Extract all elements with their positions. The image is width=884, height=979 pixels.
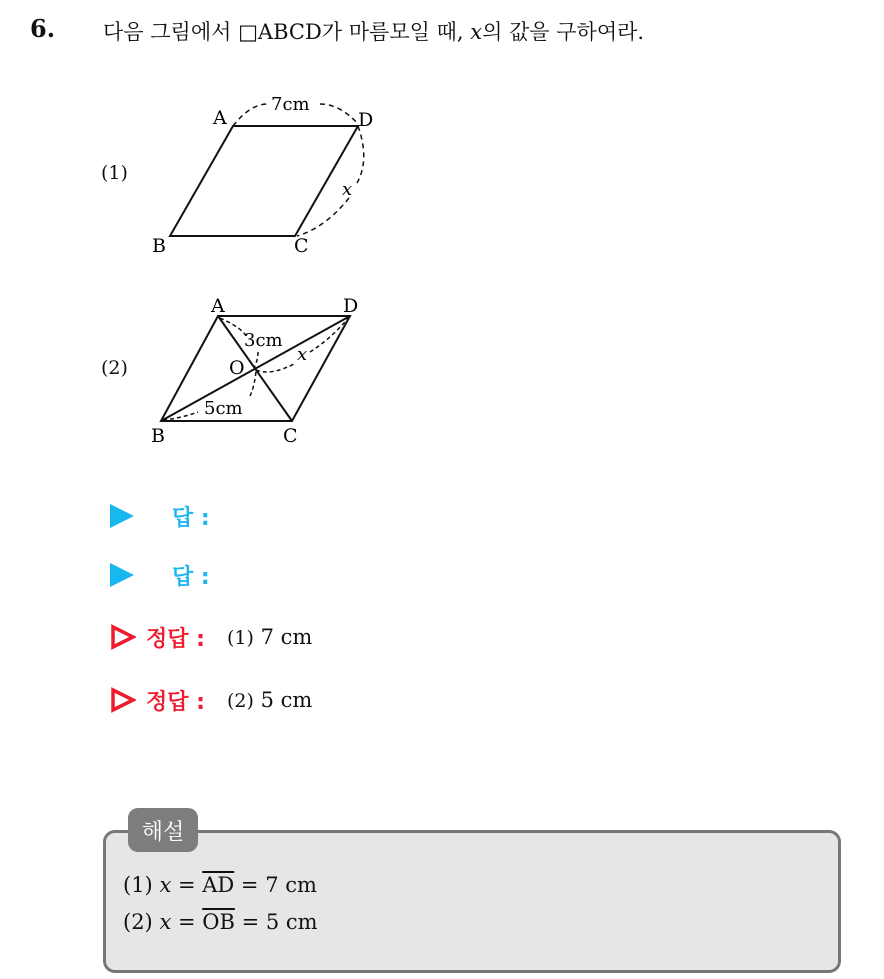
correct-answer-label: 정답 :: [146, 626, 205, 652]
explanation-result: = 5 cm: [234, 910, 318, 934]
figure2-center-o: O: [229, 357, 245, 379]
question-text-before: 다음 그림에서 □ABCD가 마름모일 때,: [103, 20, 471, 44]
outline-triangle-icon: [110, 624, 136, 650]
correct-answer-label: 정답 :: [146, 689, 205, 715]
explanation-segment: $\overline{OB}$: [202, 910, 235, 934]
figure1-rhombus: [140, 88, 390, 263]
explanation-variable: x: [159, 910, 172, 934]
correct-answer-text: 5 cm: [260, 688, 313, 712]
question-number: 6.: [30, 14, 56, 43]
figure2-part-label: (2): [101, 357, 128, 379]
figure2-vertex-d: D: [343, 295, 359, 317]
explanation-variable: x: [159, 873, 172, 897]
figure1-x-label: x: [342, 179, 353, 200]
explanation-box: [103, 830, 841, 973]
figure1-side-label: 7cm: [271, 94, 310, 115]
answer-row-1[interactable]: [110, 498, 210, 534]
figure1-vertex-d: D: [358, 109, 374, 131]
explanation-line-2: [123, 910, 318, 934]
play-triangle-icon: [110, 504, 134, 528]
question-text: [103, 16, 644, 46]
explanation-line-1: [123, 873, 317, 897]
figure2-vertex-a: A: [211, 295, 225, 317]
figure2-rhombus: [140, 288, 370, 453]
correct-answer-part: (2): [226, 690, 254, 712]
explanation-segment: $\overline{AD}$: [202, 873, 235, 897]
outline-triangle-icon: [110, 687, 136, 713]
figure1-part-label: (1): [101, 162, 128, 184]
figure1-vertex-c: C: [294, 235, 309, 257]
figure1-vertex-b: B: [152, 235, 166, 257]
answer-row-2[interactable]: [110, 557, 210, 593]
explanation-part: (1): [123, 873, 153, 897]
answer-label: 답 :: [172, 564, 210, 590]
answer-label: 답 :: [172, 505, 210, 531]
correct-answer-part: (1): [226, 627, 254, 649]
correct-answer-value: [227, 625, 312, 649]
explanation-equals: =: [171, 910, 203, 934]
correct-answer-text: 7 cm: [260, 625, 313, 649]
explanation-equals: =: [171, 873, 203, 897]
figure2-ao-label: 3cm: [244, 330, 283, 351]
figure2-vertex-b: B: [151, 425, 165, 447]
explanation-result: = 7 cm: [234, 873, 317, 897]
question-variable: x: [470, 20, 483, 44]
figure1-side-cd-dimension: [297, 126, 364, 236]
figure2-bo-label: 5cm: [204, 398, 243, 419]
correct-answer-row-2: [110, 682, 312, 718]
play-triangle-icon: [110, 563, 134, 587]
figure2-vertex-c: C: [283, 425, 298, 447]
figure2-x-label: x: [297, 344, 308, 365]
figure1-vertex-a: A: [213, 107, 227, 129]
correct-answer-row-1: [110, 619, 312, 655]
figure1-rhombus-outline: [170, 126, 358, 236]
question-text-after: 의 값을 구하여라.: [482, 20, 645, 44]
explanation-tag: 해설: [128, 808, 198, 852]
explanation-part: (2): [123, 910, 153, 934]
correct-answer-value: [227, 688, 312, 712]
